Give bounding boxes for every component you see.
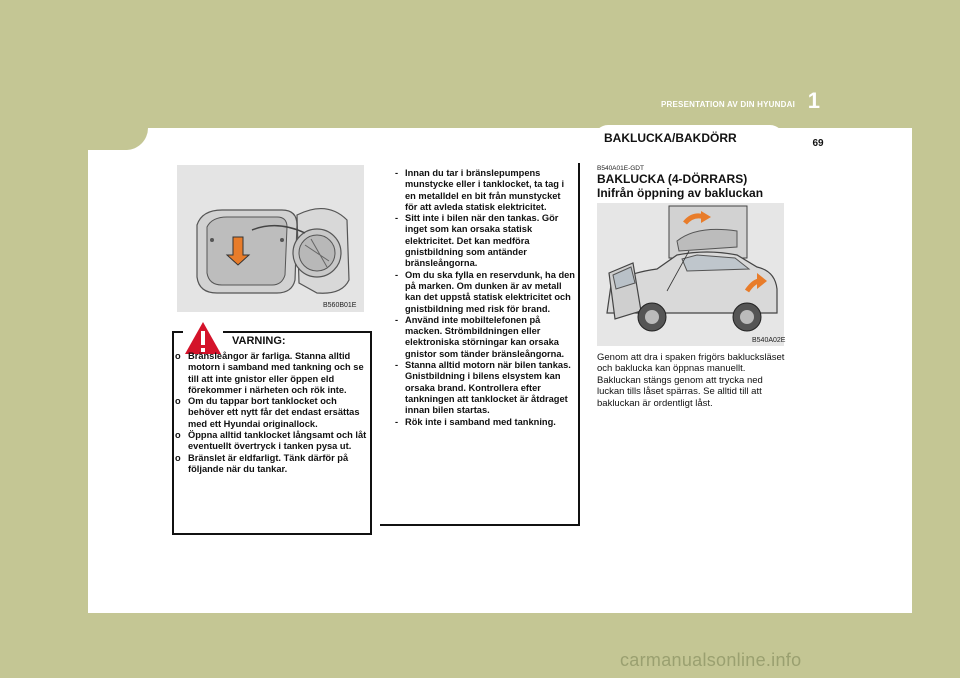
warning-list xyxy=(175,351,367,475)
section-code: B540A01E-GDT xyxy=(597,165,644,172)
bullet: - xyxy=(395,314,399,325)
warning-item xyxy=(175,396,367,430)
warning-item xyxy=(175,430,367,453)
fuel-filler-cap-illustration xyxy=(177,165,364,312)
list-item-text: Sitt inte i bilen när den tankas. Gör inget som kan orsaka statisk elektricitet. Det kan medföra gnistbildning som antänder bränsleångorna. xyxy=(405,213,559,269)
warning-item xyxy=(175,453,367,476)
bullet: - xyxy=(395,168,399,178)
list-item-text: Om du ska fylla en reservdunk, ha den på marken. Om dunken är av metall kan det uppstå statisk elektricitet och gnistbildning med risk för brand. xyxy=(405,269,575,314)
warning-text: Bränslet är eldfarligt. Tänk därför på följande när du tankar. xyxy=(188,452,349,474)
list-item xyxy=(395,315,575,360)
bullet: - xyxy=(395,416,399,427)
warning-title: VARNING: xyxy=(232,335,286,347)
bullet: o xyxy=(175,452,181,463)
warning-item xyxy=(175,351,367,396)
bullet: o xyxy=(175,351,181,361)
warning-text: Om du tappar bort tanklocket och behöver ett nytt får det endast ersättas med ett Hyundai originallock. xyxy=(188,396,360,429)
warning-text: Öppna alltid tanklocket långsamt och låt eventuellt övertryck i tanken pysa ut. xyxy=(188,430,367,452)
section-heading xyxy=(597,173,787,200)
list-item-text: Använd inte mobiltelefonen på macken. Strömbildningen eller elektroniska störningar kan orsaka gnistor som tänder bränsleångorna. xyxy=(405,314,565,359)
list-item-text: Rök inte i samband med tankning. xyxy=(405,416,556,427)
footer-band xyxy=(0,613,960,678)
section-tab xyxy=(594,125,784,150)
bullet: - xyxy=(395,360,399,371)
watermark: carmanualsonline.info xyxy=(620,650,802,670)
warning-text: Bränsleångor är farliga. Stanna alltid motorn i samband med tankning och se till att inte gnistor eller öppen eld förekommer i närheten och rök inte. xyxy=(188,351,364,395)
car-trunk-release-illustration xyxy=(597,203,784,346)
right-margin-band xyxy=(912,0,960,678)
section-tab-label: BAKLUCKA/BAKDÖRR xyxy=(604,131,737,145)
list-item-text: Stanna alltid motorn när bilen tankas. Gnistbildning i bilens elsystem kan orsaka brand. Kontrollera efter tankningen att tanklocket är åtdraget innan bilen startas. xyxy=(405,360,571,416)
bullet: - xyxy=(395,269,399,280)
list-item-text: Innan du tar i bränslepumpens munstycke eller i tanklocket, ta tag i en metalldel en bit från munstycket för att avleda statisk elektricitet. xyxy=(405,168,565,212)
trunk-release-figure xyxy=(597,203,784,346)
list-item xyxy=(395,417,575,428)
heading-line-2: Inifrån öppning av bakluckan xyxy=(597,185,764,200)
right-figure-code: B540A02E xyxy=(752,337,786,344)
chapter-number: 1 xyxy=(807,88,820,113)
fueling-precautions-list xyxy=(395,168,575,428)
list-item xyxy=(395,168,575,213)
chapter-title: PRESENTATION AV DIN HYUNDAI xyxy=(661,100,795,109)
list-item xyxy=(395,360,575,416)
body-paragraph: Genom att dra i spaken frigörs baklucksläset och baklucka kan öppnas manuellt. xyxy=(597,352,785,375)
page-number-tab xyxy=(790,133,846,150)
list-item xyxy=(395,270,575,315)
list-item xyxy=(395,213,575,269)
left-figure-code: B560B01E xyxy=(323,302,357,309)
heading-line-1: BAKLUCKA (4-DÖRRARS) xyxy=(597,172,748,186)
fuel-door-figure xyxy=(177,165,364,312)
body-paragraph: Bakluckan stängs genom att trycka ned luckan tills låset spärras. Se alltid till att bakluckan är ordentligt låst. xyxy=(597,374,763,409)
section-body xyxy=(597,352,787,409)
bullet: - xyxy=(395,213,399,224)
page-number: 69 xyxy=(812,138,824,149)
bullet: o xyxy=(175,396,181,407)
bullet: o xyxy=(175,430,181,441)
left-margin-band xyxy=(0,0,88,678)
